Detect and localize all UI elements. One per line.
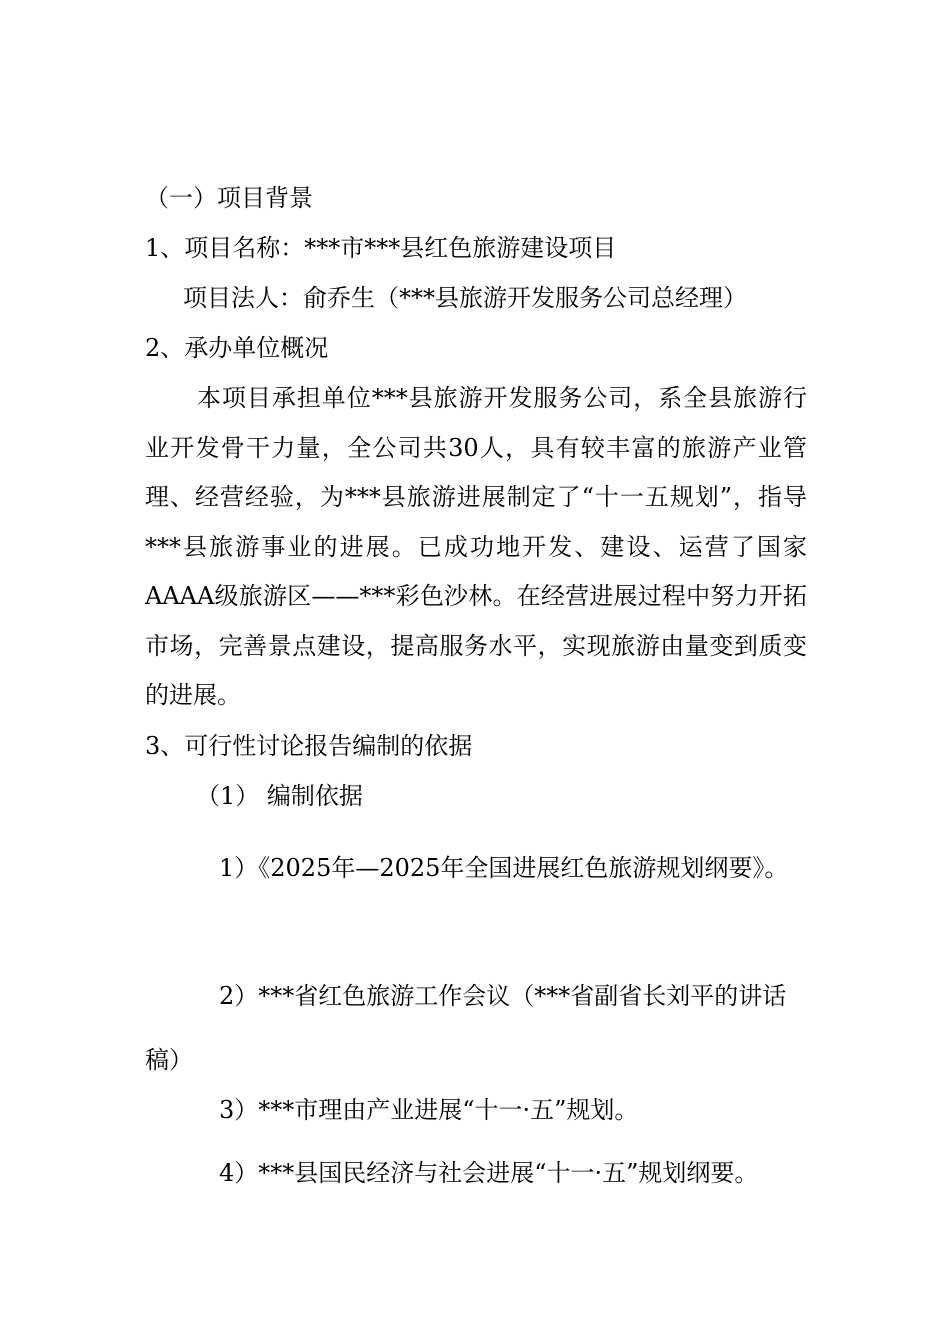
basis-item-1: 1）《2025年—2025年全国进展红色旅游规划纲要》。 <box>219 854 789 882</box>
item2-heading: 2、承办单位概况 <box>145 334 329 362</box>
item1-legal-person: 项目法人：俞乔生（***县旅游开发服务公司总经理） <box>183 284 747 312</box>
section-heading: （一）项目背景 <box>145 184 313 212</box>
basis-item-4: 4）***县国民经济与社会进展“十一·五”规划纲要。 <box>219 1159 759 1187</box>
item2-body-paragraph: 本项目承担单位***县旅游开发服务公司，系全县旅游行业开发骨干力量，全公司共30人，具有较丰富的旅游产业管理、经营经验，为***县旅游进展制定了“十一五规划”，指导***县旅游事业的进展。已成功地开发、建设、运营了国家AAAA级旅游区——***彩色沙林。在经营进展过程中努力开拓市场，完善景点建设，提高服务水平，实现旅游由量变到质变的进展。 <box>145 384 807 709</box>
item1-project-name: 1、项目名称：***市***县红色旅游建设项目 <box>145 234 617 262</box>
basis-item-3: 3）***市理由产业进展“十一·五”规划。 <box>219 1096 639 1124</box>
item3-subheading: （1） 编制依据 <box>196 782 363 810</box>
basis-item-2: 2）***省红色旅游工作会议（***省副省长刘平的讲话稿） <box>145 982 787 1074</box>
item3-heading: 3、可行性讨论报告编制的依据 <box>145 732 473 760</box>
